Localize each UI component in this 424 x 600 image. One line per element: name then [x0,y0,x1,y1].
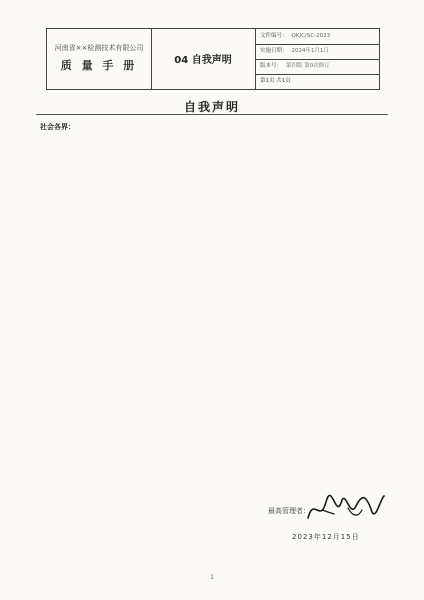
greeting: 社会各界： [40,123,75,131]
page-number: 1 [210,574,214,581]
page-count-row [255,74,379,89]
page-title: 自我声明 [183,100,240,114]
section-title: 04 自我声明 [174,55,232,66]
signature-date: 2023年12月15日 [292,533,360,541]
effective-date: 2024年1月1日 [291,48,330,54]
handwritten-signature [304,488,386,530]
header-meta [255,29,379,89]
manual-title: 质 量 手 册 [60,59,138,72]
version-row [255,59,379,75]
version: 第四版 第0次修订 [286,63,330,69]
effective-date-label: 实施日期： [260,48,288,54]
doc-number-label: 文件编号： [260,33,288,39]
organization-name: 河南省××检测技术有限公司 [54,44,144,52]
header-section-cell [151,29,256,89]
header-table [46,28,380,90]
header-org-cell [47,29,152,89]
signature-label: 最高管理者： [268,507,310,515]
page-count: 第1页 共1页 [260,78,291,84]
version-label: 版本号： [260,63,283,69]
doc-number-row [255,29,379,45]
doc-number: QKJC/SC-2023 [291,33,331,39]
effective-date-row [255,44,379,60]
title-divider [36,114,388,115]
